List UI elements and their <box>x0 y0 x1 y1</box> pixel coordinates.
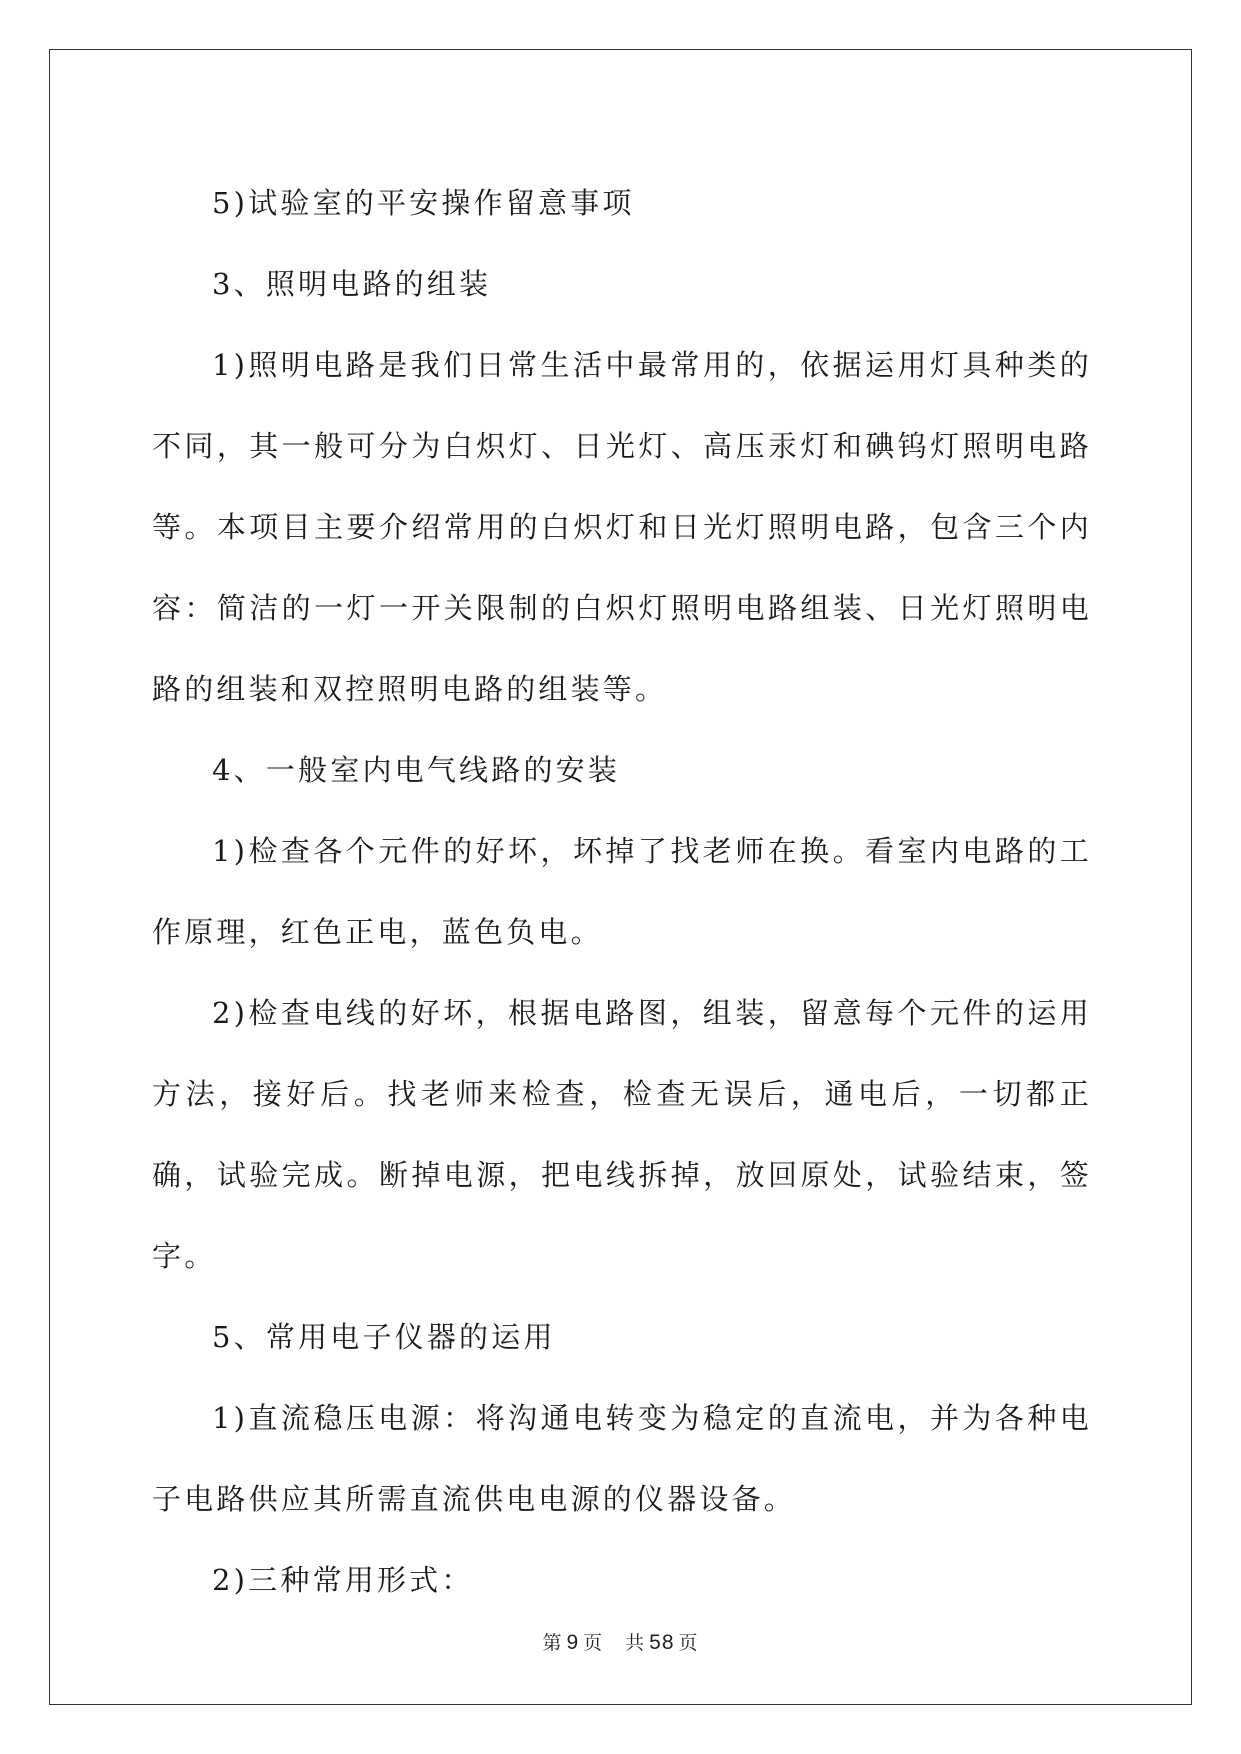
footer-page-unit: 页 <box>583 1632 604 1654</box>
footer-total-prefix: 共 <box>625 1632 646 1654</box>
footer-page-total: 58 <box>649 1631 675 1654</box>
paragraph-dc-power-supply: 1)直流稳压电源：将沟通电转变为稳定的直流电，并为各种电子电路供应其所需直流供电电源的仪器设备。 <box>152 1401 1092 1516</box>
document-body <box>152 163 1092 1621</box>
heading-lighting-circuit: 3、照明电路的组装 <box>212 267 492 301</box>
heading-electronic-instruments: 5、常用电子仪器的运用 <box>212 1320 556 1354</box>
heading-indoor-wiring: 4、一般室内电气线路的安装 <box>212 753 621 787</box>
footer-page-prefix: 第 <box>542 1632 563 1654</box>
paragraph-check-components: 1)检查各个元件的好坏，坏掉了找老师在换。看室内电路的工作原理，红色正电，蓝色负电。 <box>152 834 1092 949</box>
paragraph-three-forms: 2)三种常用形式： <box>212 1563 474 1597</box>
footer-total-unit: 页 <box>678 1632 699 1654</box>
page-footer <box>0 1628 1241 1655</box>
footer-page-current: 9 <box>566 1631 580 1654</box>
paragraph-safety-notes: 5)试验室的平安操作留意事项 <box>212 186 635 220</box>
paragraph-lighting-circuit: 1)照明电路是我们日常生活中最常用的，依据运用灯具种类的不同，其一般可分为白炽灯、日光灯、高压汞灯和碘钨灯照明电路等。本项目主要介绍常用的白炽灯和日光灯照明电路，包含三个内容：简洁的一灯一开关限制的白炽灯照明电路组装、日光灯照明电路的组装和双控照明电路的组装等。 <box>152 348 1092 706</box>
paragraph-check-wires: 2)检查电线的好坏，根据电路图，组装，留意每个元件的运用方法，接好后。找老师来检查，检查无误后，通电后，一切都正确，试验完成。断掉电源，把电线拆掉，放回原处，试验结束，签字。 <box>152 996 1092 1273</box>
